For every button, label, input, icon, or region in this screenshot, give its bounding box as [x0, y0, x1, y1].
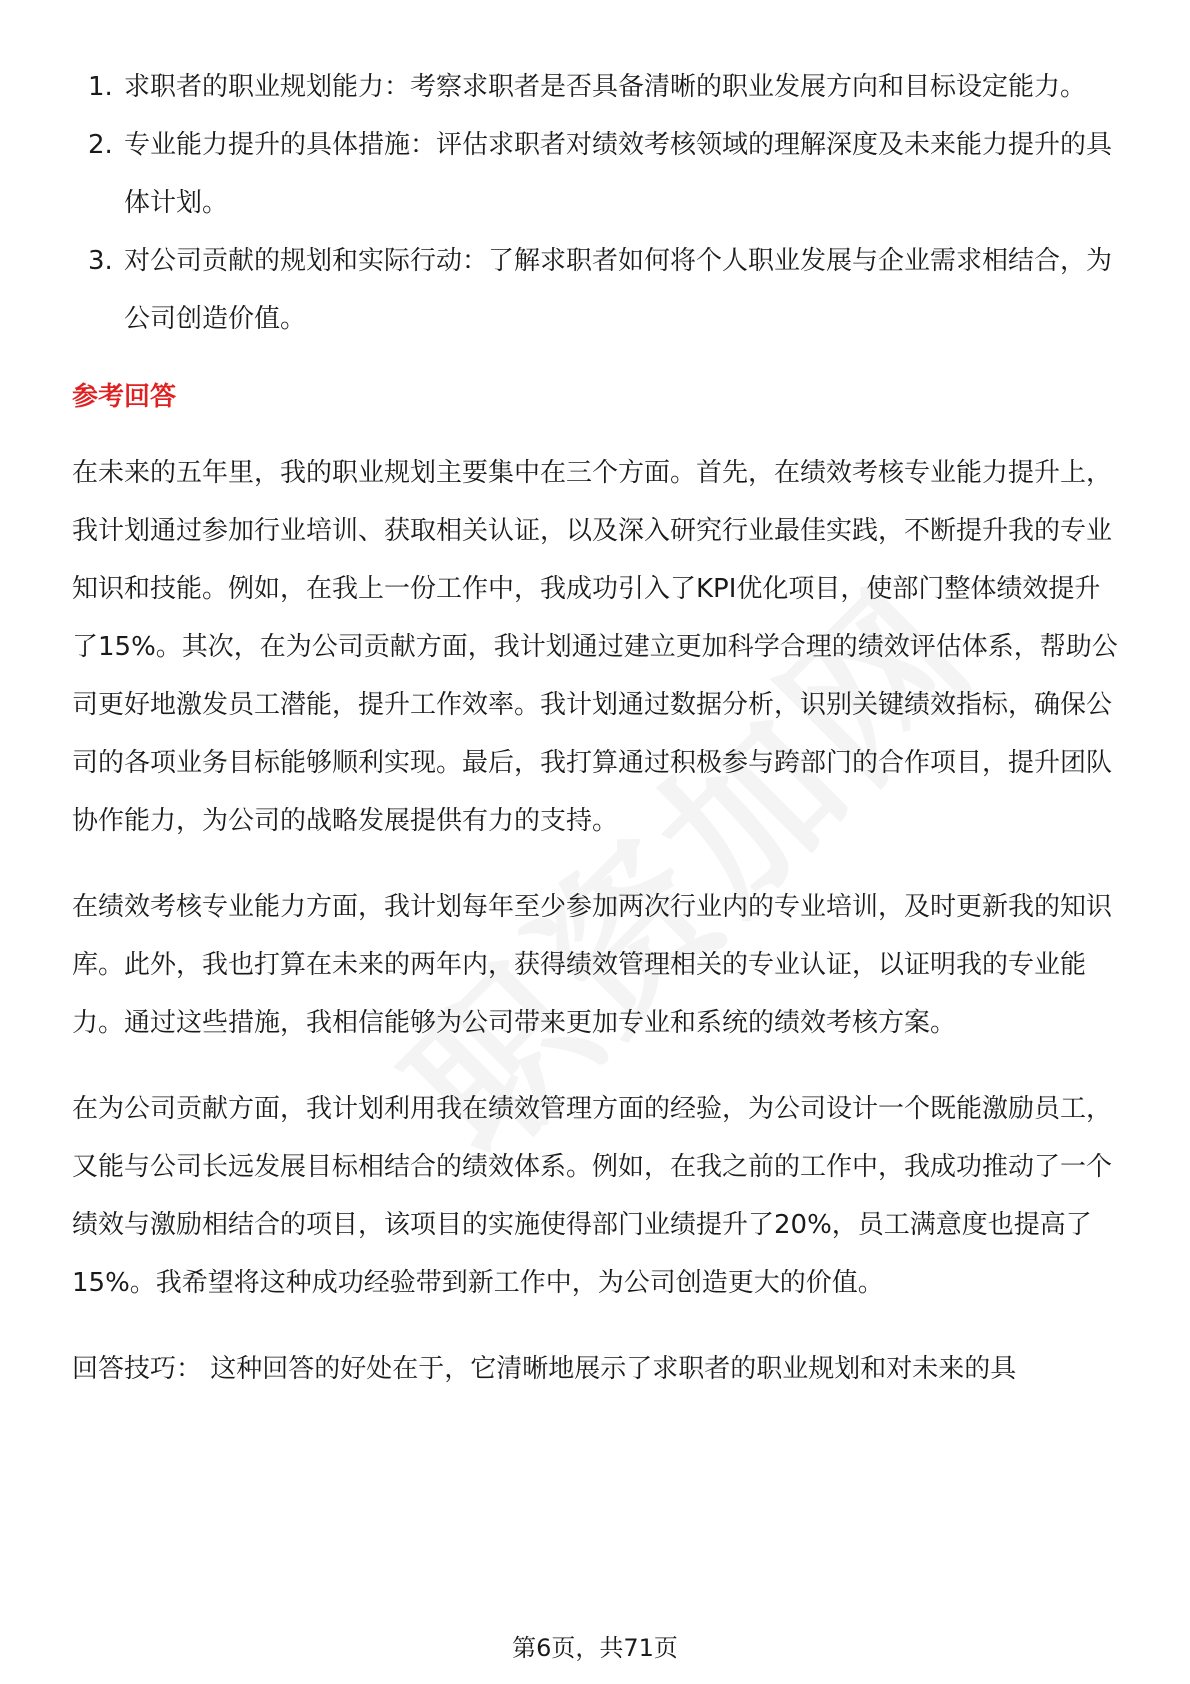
list-item	[72, 232, 1122, 348]
list-text: 求职者的职业规划能力：考察求职者是否具备清晰的职业发展方向和目标设定能力。	[124, 72, 1087, 102]
list-text: 对公司贡献的规划和实际行动：了解求职者如何将个人职业发展与企业需求相结合，为公司创造价值。	[124, 246, 1113, 334]
list-item	[72, 116, 1122, 232]
list-number: 1.	[88, 72, 113, 102]
tip-text: 这种回答的好处在于，它清晰地展示了求职者的职业规划和对未来的具	[210, 1354, 1017, 1384]
list-number: 3.	[88, 246, 113, 276]
list-item	[72, 58, 1122, 116]
tip-label: 回答技巧：	[72, 1354, 203, 1384]
answer-paragraph: 在为公司贡献方面，我计划利用我在绩效管理方面的经验，为公司设计一个既能激励员工，又能与公司长远发展目标相结合的绩效体系。例如，在我之前的工作中，我成功推动了一个绩效与激励相结合的项目，该项目的实施使得部门业绩提升了20%，员工满意度也提高了15%。我希望将这种成功经验带到新工作中，为公司创造更大的价值。	[72, 1094, 1113, 1298]
answer-paragraph: 在未来的五年里，我的职业规划主要集中在三个方面。首先，在绩效考核专业能力提升上，我计划通过参加行业培训、获取相关认证，以及深入研究行业最佳实践，不断提升我的专业知识和技能。例如，在我上一份工作中，我成功引入了KPI优化项目，使部门整体绩效提升了15%。其次，在为公司贡献方面，我计划通过建立更加科学合理的绩效评估体系，帮助公司更好地激发员工潜能，提升工作效率。我计划通过数据分析，识别关键绩效指标，确保公司的各项业务目标能够顺利实现。最后，我打算通过积极参与跨部门的合作项目，提升团队协作能力，为公司的战略发展提供有力的支持。	[72, 458, 1118, 836]
criteria-list	[72, 58, 1122, 348]
answer-tip	[72, 1340, 1122, 1398]
answer-paragraph: 在绩效考核专业能力方面，我计划每年至少参加两次行业内的专业培训，及时更新我的知识库。此外，我也打算在未来的两年内，获得绩效管理相关的专业认证，以证明我的专业能力。通过这些措施，我相信能够为公司带来更加专业和系统的绩效考核方案。	[72, 892, 1113, 1038]
reference-answer-heading: 参考回答	[72, 382, 177, 412]
list-text: 专业能力提升的具体措施：评估求职者对绩效考核领域的理解深度及未来能力提升的具体计划。	[124, 130, 1113, 218]
list-number: 2.	[88, 130, 113, 160]
document-body	[72, 58, 1122, 1398]
page-footer: 第6页，共71页	[512, 1634, 678, 1662]
